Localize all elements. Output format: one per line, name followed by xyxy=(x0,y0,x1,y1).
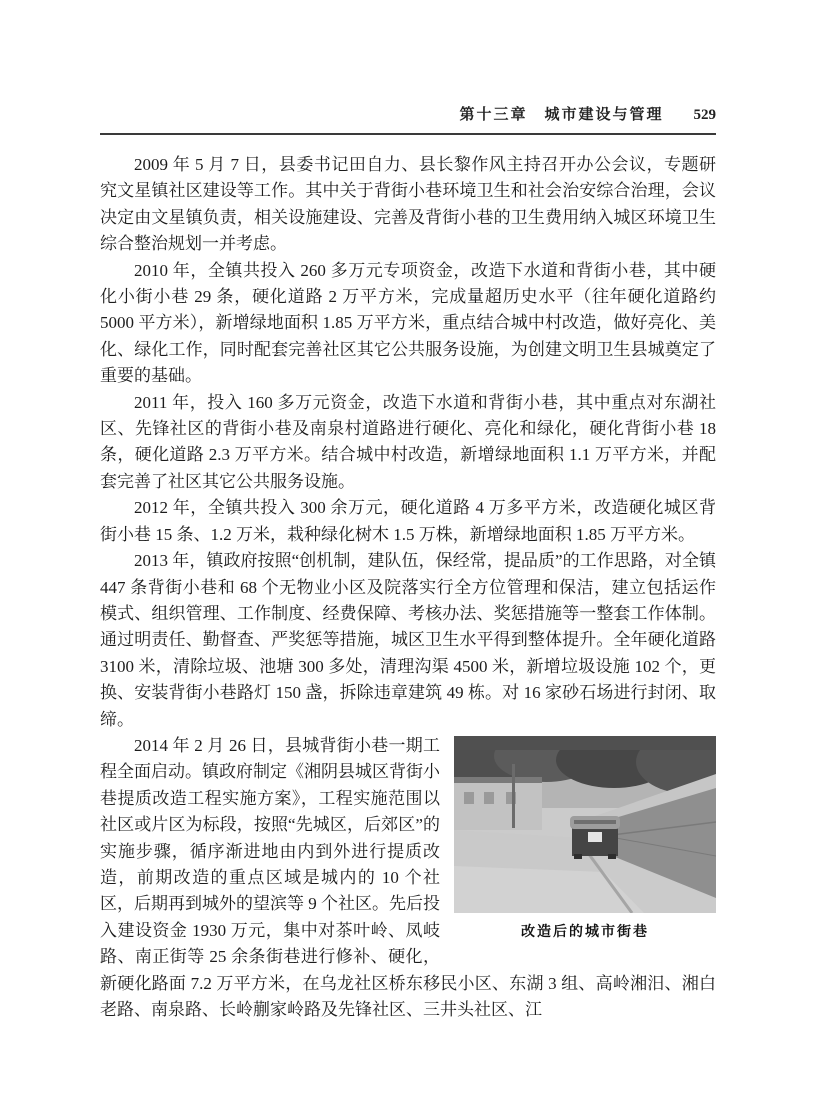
page-body xyxy=(100,152,716,1023)
chapter-title: 第十三章 城市建设与管理 xyxy=(459,106,664,123)
paragraph-2012: 2012 年，全镇共投入 300 余万元，硬化道路 4 万多平方米，改造硬化城区背街小巷 15 条、1.2 万米，栽种绿化树木 1.5 万株，新增绿地面积 1.85 万平方米。 xyxy=(100,498,716,544)
paragraph-2011: 2011 年，投入 160 多万元资金，改造下水道和背街小巷，其中重点对东湖社区、先锋社区的背街小巷及南泉村道路进行硬化、亮化和绿化，硬化背街小巷 18 条，硬化道路 2.3 万平方米。结合城中村改造，新增绿地面积 1.1 万平方米，并配套完善了社区其它公共服务设施。 xyxy=(100,392,716,491)
page-content xyxy=(100,103,716,1023)
paragraph-2009: 2009 年 5 月 7 日，县委书记田自力、县长黎作风主持召开办公会议，专题研究文星镇社区建设等工作。其中关于背街小巷环境卫生和社会治安综合治理，会议决定由文星镇负责，相关设施建设、完善及背街小巷的卫生费用纳入城区环境卫生综合整治规划一并考虑。 xyxy=(100,155,716,254)
page-header xyxy=(100,103,716,135)
paragraph-2010: 2010 年，全镇共投入 260 多万元专项资金，改造下水道和背街小巷，其中硬化小街小巷 29 条，硬化道路 2 万平方米，完成量超历史水平（往年硬化道路约 5000 平方米），新增绿地面积 1.85 万平方米，重点结合城中村改造，做好亮化、美化、绿化工作，同时配套完善社区其它公共服务设施，为创建文明卫生县城奠定了重要的基础。 xyxy=(100,260,716,386)
page-number: 529 xyxy=(693,107,716,123)
paragraph-2014-with-figure xyxy=(100,733,716,1023)
street-photo xyxy=(454,736,716,913)
paragraph-2013: 2013 年，镇政府按照“创机制，建队伍，保经常，提品质”的工作思路，对全镇 447 条背街小巷和 68 个无物业小区及院落实行全方位管理和保洁，建立包括运作模式、组织管理、工作制度、经费保障、考核办法、奖惩措施等一整套工作体制。通过明责任、勤督查、严奖惩等措施，城区卫生水平得到整体提升。全年硬化道路 3100 米，清除垃圾、池塘 300 多处，清理沟渠 4500 米，新增垃圾设施 102 个，更换、安装背街小巷路灯 150 盏，拆除违章建筑 49 栋。对 16 家砂石场进行封闭、取缔。 xyxy=(100,551,716,729)
street-photo-figure xyxy=(454,736,716,946)
photo-caption: 改造后的城市街巷 xyxy=(521,924,649,940)
dumpster xyxy=(570,816,620,859)
paragraph-2014: 2014 年 2 月 26 日，县城背街小巷一期工程全面启动。镇政府制定《湘阴县城区背街小巷提质改造工程实施方案》，工程实施范围以社区或片区为标段，按照“先城区，后郊区”的实施步骤，循序渐进地由内到外进行提质改造，前期改造的重点区域是城内的 10 个社区，后期再到城外的望滨等 9 个社区。先后投入建设资金 1930 万元，集中对茶叶岭、凤岐路、南正街等 25 余条街巷进行修补、硬化，新硬化路面 7.2 万平方米，在乌龙社区桥东移民小区、东湖 3 组、高岭湘汨、湘白老路、南泉路、长岭蒯家岭路及先锋社区、三井头社区、江 xyxy=(100,735,716,1019)
